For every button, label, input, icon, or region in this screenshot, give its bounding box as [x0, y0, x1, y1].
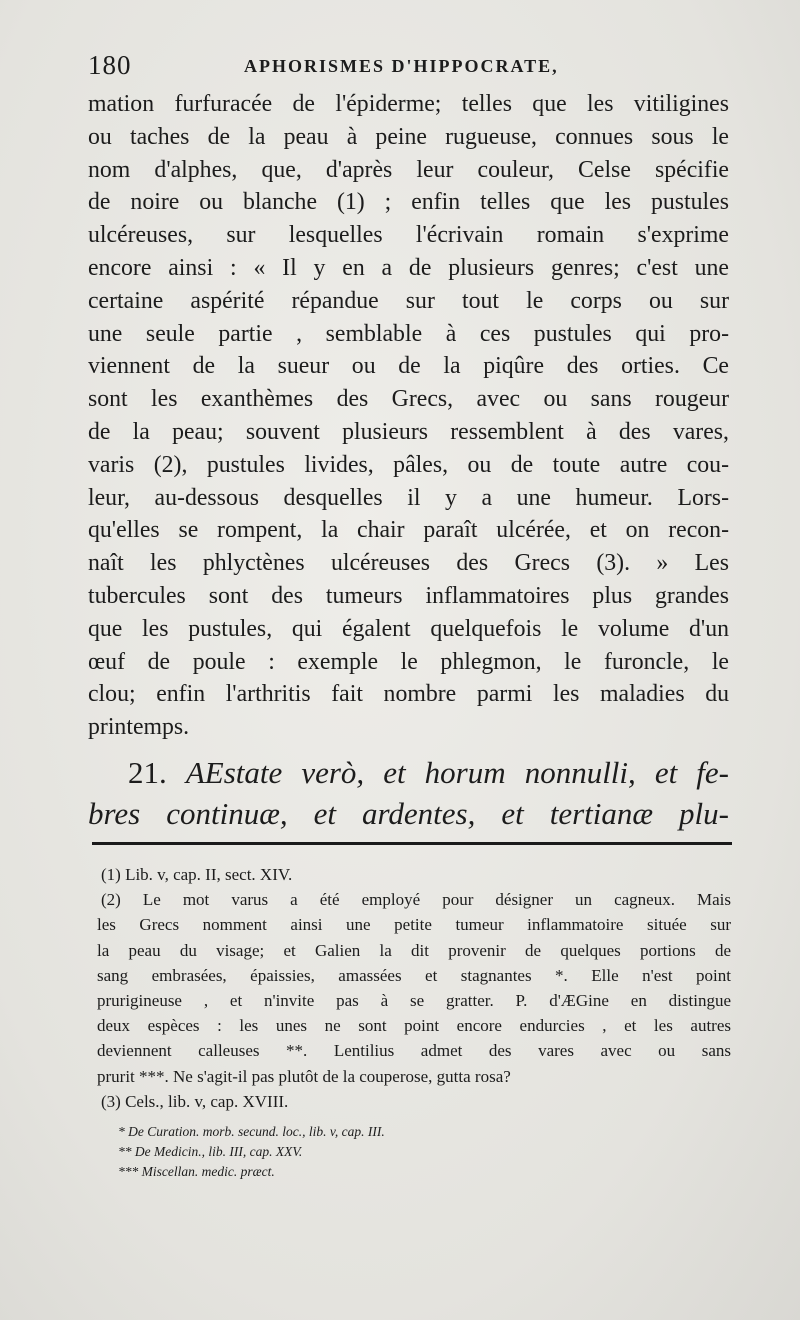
text-line: viennent de la sueur ou de la piqûre des orties. Ce — [88, 353, 729, 380]
text-line: ou taches de la peau à peine rugueuse, connues sous le — [88, 123, 729, 150]
footnote-line: prurit ***. Ne s'agit-il pas plutôt de la couperose, gutta rosa? — [97, 1066, 511, 1086]
footnotes — [97, 862, 731, 1114]
text-line: une seule partie , semblable à ces pustules qui pro- — [88, 320, 729, 347]
text-line: nom d'alphes, que, d'après leur couleur, Celse spécifie — [88, 156, 729, 183]
footnote-line: la peau du visage; et Galien la dit provenir de quelques portions de — [97, 940, 731, 960]
footnote-2: (2) Le mot varus a été employé pour désigner un cagneux. Mais — [101, 890, 731, 910]
text-line: printemps. — [88, 714, 190, 741]
aphorism-text: AEstate verò, et horum nonnulli, et fe- — [185, 755, 730, 790]
text-line: sont les exanthèmes des Grecs, avec ou sans rougeur — [88, 386, 729, 413]
aphorism-number: 21. — [128, 755, 167, 790]
text-line: clou; enfin l'arthritis fait nombre parmi les maladies du — [88, 681, 729, 708]
footnote-line: deviennent calleuses **. Lentilius admet des vares avec ou sans — [97, 1041, 731, 1061]
text-line: naît les phlyctènes ulcéreuses des Grecs (3). » Les — [88, 550, 729, 577]
page-number: 180 — [88, 50, 132, 80]
aphorism-text: bres continuæ, et ardentes, et tertianæ plu- — [88, 796, 729, 831]
footnote-line: deux espèces : les unes ne sont point encore endurcies , et les autres — [97, 1016, 731, 1036]
aphorism-line-1 — [88, 752, 729, 793]
text-line: leur, au-dessous desquelles il y a une humeur. Lors- — [88, 484, 729, 511]
running-head: APHORISMES D'HIPPOCRATE, — [244, 56, 559, 76]
footnote-line: les Grecs nomment ainsi une petite tumeur inflammatoire située sur — [97, 915, 731, 935]
sub-footnote: *** Miscellan. medic. præct. — [118, 1164, 275, 1179]
sub-footnotes — [118, 1122, 578, 1182]
footnote-line: prurigineuse , et n'invite pas à se gratter. P. d'ÆGine en distingue — [97, 990, 731, 1010]
footnote-3: (3) Cels., lib. v, cap. XVIII. — [101, 1091, 289, 1111]
text-line: encore ainsi : « Il y en a de plusieurs genres; c'est une — [88, 254, 729, 281]
text-line: ulcéreuses, sur lesquelles l'écrivain romain s'exprime — [88, 222, 729, 249]
text-line: varis (2), pustules livides, pâles, ou de toute autre cou- — [88, 451, 729, 478]
text-line: œuf de poule : exemple le phlegmon, le furoncle, le — [88, 648, 729, 675]
text-line: mation furfuracée de l'épiderme; telles que les vitiligines — [88, 91, 729, 117]
sub-footnote: ** De Medicin., lib. III, cap. XXV. — [118, 1144, 303, 1159]
text-line: qu'elles se rompent, la chair paraît ulcérée, et on recon- — [88, 517, 729, 544]
text-line: tubercules sont des tumeurs inflammatoires plus grandes — [88, 582, 729, 609]
text-line: de noire ou blanche (1) ; enfin telles que les pustules — [88, 189, 729, 216]
text-line: que les pustules, qui égalent quelquefois le volume d'un — [88, 615, 729, 642]
sub-footnote: * De Curation. morb. secund. loc., lib. v, cap. III. — [118, 1124, 385, 1139]
footnote-divider — [92, 842, 732, 845]
body-paragraph — [88, 88, 729, 744]
text-line: de la peau; souvent plusieurs ressemblent à des vares, — [88, 418, 729, 445]
footnote-line: sang embrasées, épaissies, amassées et stagnantes *. Elle n'est point — [97, 965, 731, 985]
footnote-1: (1) Lib. v, cap. II, sect. XIV. — [101, 865, 293, 884]
aphorism-line-2 — [88, 793, 729, 834]
page-header — [88, 50, 748, 84]
aphorism-21 — [88, 752, 729, 834]
text-line: certaine aspérité répandue sur tout le corps ou sur — [88, 287, 729, 314]
